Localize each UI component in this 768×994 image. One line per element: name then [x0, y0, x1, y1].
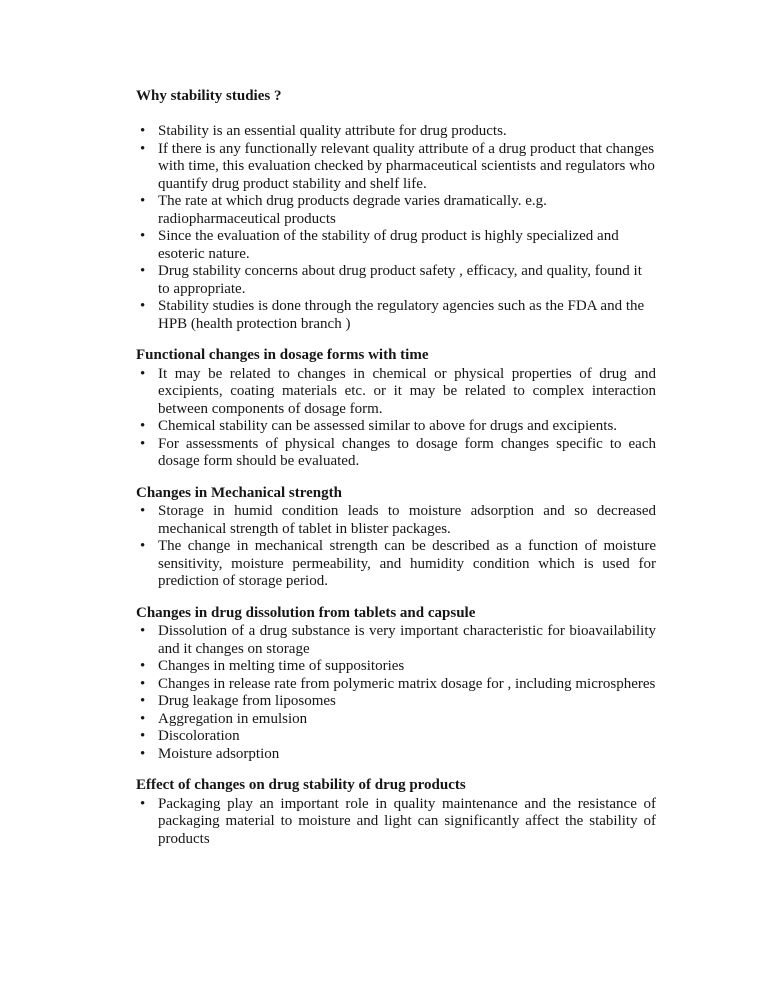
bullet-icon: • [140, 658, 146, 674]
bullet-icon: • [140, 728, 146, 744]
bullet-item [136, 193, 656, 228]
bullet-text: Aggregation in emulsion [158, 710, 308, 727]
bullet-icon: • [140, 675, 146, 692]
bullet-icon: • [140, 538, 146, 554]
bullet-icon: • [140, 140, 146, 157]
section-heading: Functional changes in dosage forms with time [136, 347, 429, 363]
bullet-item [136, 658, 656, 676]
bullet-text: Stability is an essential quality attribute for drug products. [158, 123, 507, 139]
bullet-item [136, 676, 656, 694]
bullet-icon: • [140, 435, 146, 452]
bullet-list [136, 366, 656, 471]
bullet-text: Changes in melting time of suppositories [158, 658, 405, 674]
bullet-text: Discoloration [158, 728, 240, 744]
bullet-item [136, 298, 656, 333]
bullet-text: It may be related to changes in chemical or physical properties of drug and excipients, coating materials etc. or it may be related to complex interaction between components of dosage form. [158, 365, 656, 417]
section-heading: Effect of changes on drug stability of drug products [136, 777, 466, 793]
section-heading: Why stability studies ? [136, 88, 282, 104]
bullet-text: The rate at which drug products degrade varies dramatically. e.g. radiopharmaceutical products [158, 193, 547, 227]
bullet-icon: • [140, 263, 146, 279]
bullet-text: The change in mechanical strength can be described as a function of moisture sensitivity, moisture permeability, and humidity condition which is used for prediction of storage period. [158, 538, 656, 589]
bullet-text: Storage in humid condition leads to moisture adsorption and so decreased mechanical strength of tablet in blister packages. [158, 503, 656, 537]
bullet-text: Stability studies is done through the regulatory agencies such as the FDA and the HPB (health protection branch ) [158, 298, 645, 332]
bullet-list [136, 623, 656, 763]
bullet-icon: • [140, 365, 146, 382]
bullet-text: Moisture adsorption [158, 745, 280, 762]
bullet-text: Packaging play an important role in quality maintenance and the resistance of packaging material to moisture and light can significantly affect the stability of products [158, 795, 656, 847]
bullet-icon: • [140, 693, 146, 709]
bullet-item [136, 728, 656, 746]
bullet-icon: • [140, 745, 146, 762]
section-heading: Changes in Mechanical strength [136, 484, 342, 501]
bullet-text: Changes in release rate from polymeric matrix dosage for , including microspheres [158, 675, 656, 692]
bullet-text: Since the evaluation of the stability of drug product is highly specialized and esoteric nature. [158, 228, 619, 262]
bullet-item [136, 693, 656, 711]
bullet-list [136, 796, 656, 849]
bullet-list [136, 503, 656, 591]
section-mechanical-strength [136, 485, 656, 591]
bullet-item [136, 418, 656, 436]
bullet-icon: • [140, 123, 146, 139]
bullet-icon: • [140, 298, 146, 314]
bullet-icon: • [140, 418, 146, 434]
section-effect-of-changes [136, 777, 656, 848]
bullet-item [136, 141, 656, 194]
bullet-icon: • [140, 193, 146, 209]
bullet-text: If there is any functionally relevant quality attribute of a drug product that changes with time, this evaluation checked by pharmaceutical scientists and regulators who quantify drug product stability and shelf life. [158, 140, 655, 192]
bullet-text: Drug leakage from liposomes [158, 693, 336, 709]
bullet-item [136, 503, 656, 538]
bullet-icon: • [140, 795, 146, 812]
bullet-item [136, 436, 656, 471]
bullet-list [136, 123, 656, 333]
section-why-stability-studies [136, 88, 656, 333]
bullet-icon: • [140, 710, 146, 727]
bullet-item [136, 366, 656, 419]
bullet-item [136, 746, 656, 764]
bullet-item [136, 228, 656, 263]
bullet-icon: • [140, 503, 146, 519]
section-drug-dissolution [136, 605, 656, 764]
bullet-item [136, 623, 656, 658]
section-functional-changes [136, 347, 656, 471]
bullet-item [136, 538, 656, 591]
bullet-item [136, 263, 656, 298]
bullet-icon: • [140, 228, 146, 244]
bullet-text: Chemical stability can be assessed similar to above for drugs and excipients. [158, 418, 618, 434]
bullet-text: For assessments of physical changes to dosage form changes specific to each dosage form should be evaluated. [158, 435, 656, 469]
bullet-icon: • [140, 623, 146, 639]
section-heading: Changes in drug dissolution from tablets and capsule [136, 604, 476, 621]
bullet-text: Drug stability concerns about drug product safety , efficacy, and quality, found it to appropriate. [158, 263, 642, 297]
bullet-item [136, 796, 656, 849]
bullet-item [136, 123, 656, 141]
bullet-item [136, 711, 656, 729]
bullet-text: Dissolution of a drug substance is very important characteristic for bioavailability and it changes on storage [158, 623, 656, 657]
